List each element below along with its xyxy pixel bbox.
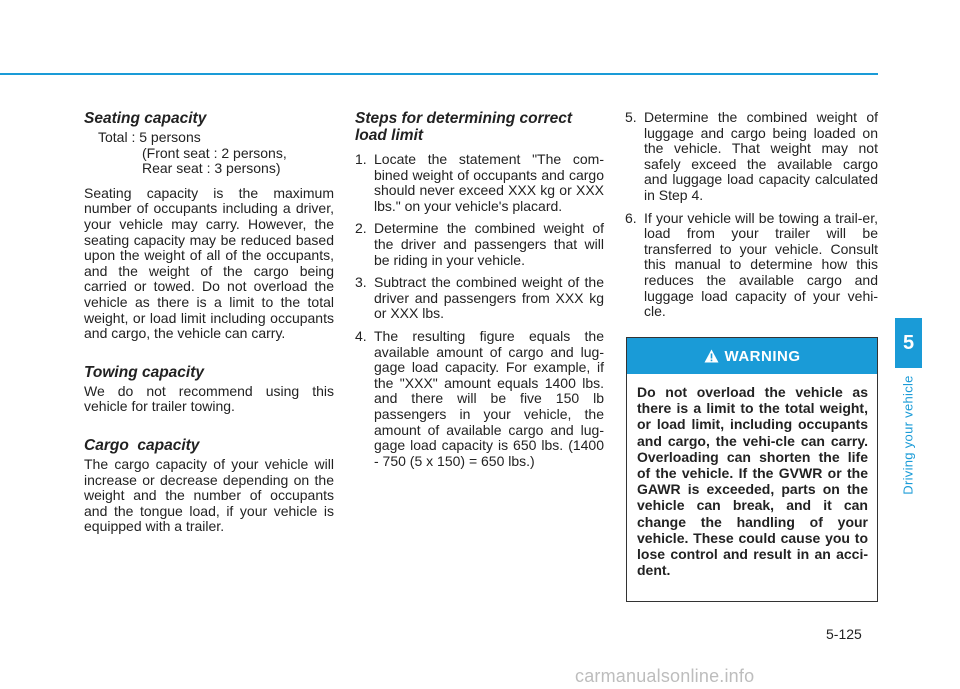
steps-heading: Steps for determining correct load limit — [355, 110, 573, 144]
warning-header — [627, 338, 877, 374]
towing-capacity-text: We do not recommend using this vehicle for trailer towing. — [84, 382, 334, 415]
seating-rear: Rear seat : 3 persons) — [142, 160, 281, 177]
warning-title: WARNING — [724, 347, 801, 365]
step-item: 6. If your vehicle will be towing a trail-er, load from your trailer will be transferred to your vehicle. Consult this manual to determine how this reduces the available cargo and luggage load capacity of your vehi-cle. — [625, 209, 878, 320]
steps-list-continued — [625, 110, 878, 320]
seating-capacity-section — [84, 110, 334, 342]
step-item: 5. Determine the combined weight of luggage and cargo being loaded on the vehicle. That weight may not safely exceed the available cargo and luggage load capacity calculated in Step 4. — [625, 109, 878, 203]
chapter-title: Driving your vehicle — [900, 375, 916, 495]
column-middle — [355, 110, 604, 476]
seating-capacity-heading: Seating capacity — [84, 110, 207, 127]
seating-capacity-values — [84, 130, 334, 177]
seating-front: (Front seat : 2 persons, — [142, 144, 287, 161]
column-left — [84, 110, 334, 557]
watermark: carmanualsonline.info — [575, 666, 755, 686]
cargo-capacity-section — [84, 437, 334, 535]
step-item: 2. Determine the combined weight of the driver and passengers that will be riding in your vehicle. — [355, 220, 604, 268]
step-item: 1. Locate the statement "The com-bined weight of occupants and cargo should never exceed XXX kg or XXX lbs." on your vehicle's placard. — [355, 151, 604, 214]
step-item: 4. The resulting figure equals the available amount of cargo and lug-gage load capacity. For example, if the "XXX" amount equals 1400 lbs. and there will be five 150 lb passengers in your vehicle, the amount of available cargo and lug-gage load capacity is 650 lbs. (1400 - 750 (5 x 150) = 650 lbs.) — [355, 327, 604, 469]
steps-list — [355, 152, 604, 469]
warning-box — [626, 337, 878, 602]
warning-triangle-icon — [704, 349, 719, 363]
cargo-capacity-text: The cargo capacity of your vehicle will increase or decrease depending on the weight and the number of occupants and the tongue load, if your vehicle is equipped with a trailer. — [84, 455, 334, 535]
towing-capacity-section — [84, 364, 334, 415]
warning-text: Do not overload the vehicle as there is a limit to the total weight, or load limit, including occupants and cargo, the vehi-cle can carry. Overloading can shorten the life of the vehicle. If the GVWR or the GAWR is exceeded, parts on the vehicle can break, and it can change the handling of your vehicle. These could cause you to lose control and result in an acci-dent. — [637, 384, 868, 579]
column-right — [625, 110, 878, 327]
towing-capacity-heading: Towing capacity — [84, 363, 205, 381]
seating-total: Total : 5 persons — [98, 129, 201, 145]
cargo-capacity-heading: Cargo capacity — [84, 436, 200, 454]
header-rule — [0, 0, 878, 75]
chapter-tab: 5 — [895, 318, 922, 368]
step-item: 3. Subtract the combined weight of the driver and passengers from XXX kg or XXX lbs. — [355, 274, 604, 322]
page-number: 5-125 — [826, 626, 862, 642]
seating-capacity-text: Seating capacity is the maximum number of occupants including a driver, your vehicle may carry. However, the seating capacity may be reduced based upon the weight of all of the occupants, and the weight of the cargo being carried or towed. Do not overload the vehicle as there is a limit to the total weight, or load limit including occupants and cargo, the vehicle can carry. — [84, 184, 334, 342]
